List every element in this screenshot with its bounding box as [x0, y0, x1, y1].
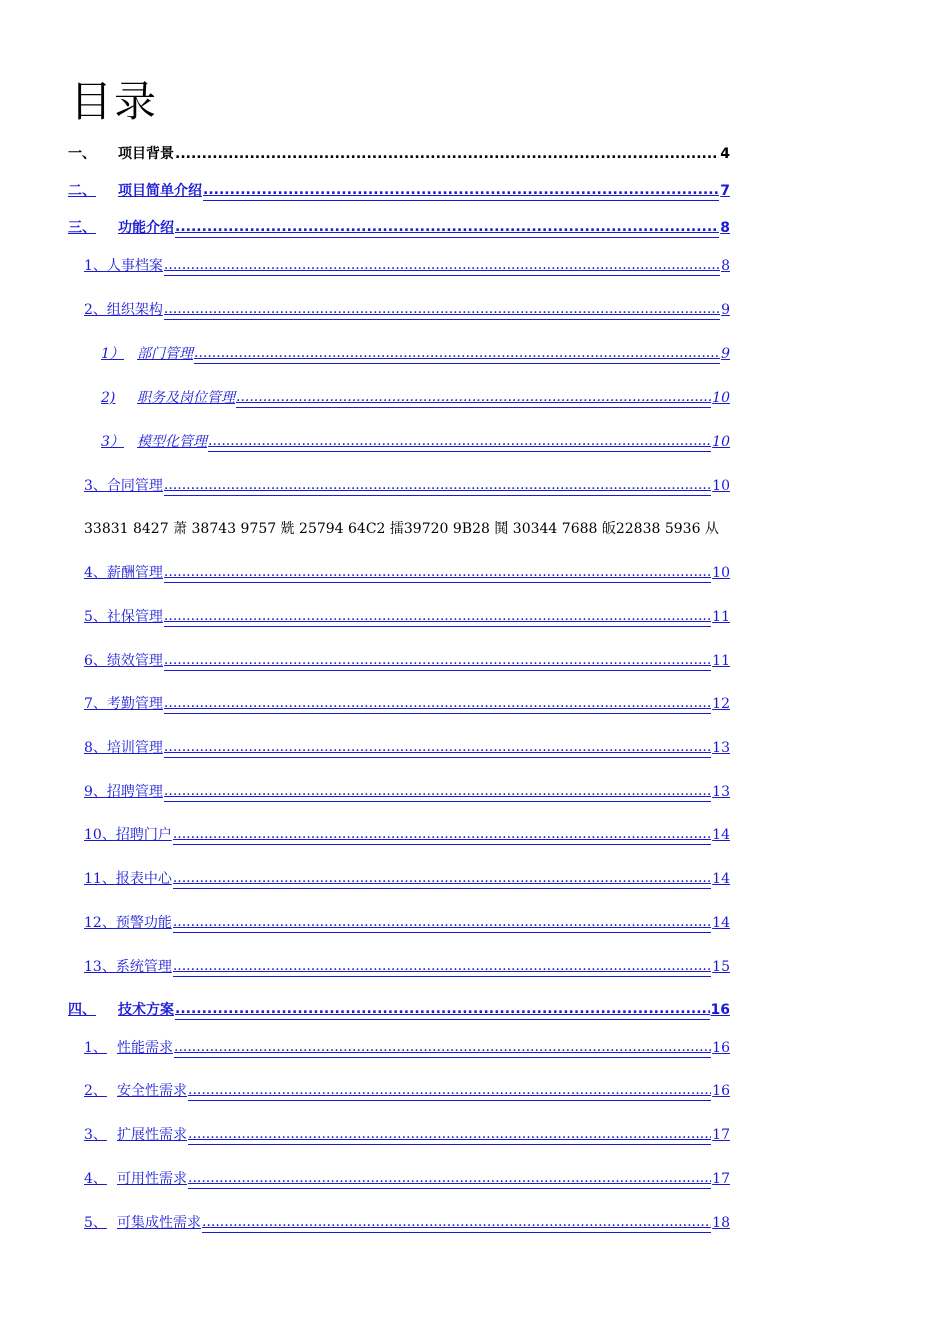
- toc-label: 人事档案: [106, 258, 163, 274]
- toc-number: 四、: [68, 1002, 96, 1018]
- toc-leader-dots: [164, 299, 720, 320]
- toc-number: 13、: [84, 959, 116, 975]
- toc-leader-dots: [236, 387, 711, 408]
- toc-entry-usability-req[interactable]: [84, 1169, 730, 1189]
- toc-label: 预警功能: [115, 915, 172, 931]
- toc-entry-integration-req[interactable]: [84, 1213, 730, 1233]
- toc-page-number: 16: [710, 1002, 730, 1018]
- toc-page-number: 7: [720, 183, 730, 199]
- toc-page-number: 13: [712, 740, 730, 756]
- toc-page-number: 14: [712, 827, 730, 843]
- toc-page-number: 12: [712, 696, 730, 712]
- toc-entry-function-intro[interactable]: [68, 218, 730, 238]
- garbled-text-line: 33831 8427 萧 38743 9757 兟 25794 64C2 擂39720 9B28 鬨 30344 7688 皈22838 5936 从: [84, 521, 719, 537]
- toc-number: 一、: [68, 146, 96, 162]
- toc-number: 11、: [84, 871, 116, 887]
- toc-label: 招聘管理: [106, 784, 163, 800]
- toc-leader-dots: [173, 824, 711, 845]
- toc-number: 12、: [84, 915, 116, 931]
- toc-page-number: 11: [712, 609, 730, 625]
- toc-entry-contract-management[interactable]: [84, 476, 730, 496]
- toc-page-number: 17: [712, 1127, 730, 1143]
- toc-entry-system-management[interactable]: [84, 957, 730, 977]
- toc-page-number: 10: [712, 390, 730, 406]
- toc-page-number: 10: [712, 434, 730, 450]
- toc-leader-dots: [188, 1124, 711, 1145]
- toc-page-number: 16: [712, 1040, 730, 1056]
- toc-number: 5、: [84, 609, 107, 625]
- toc-label: 性能需求: [117, 1040, 173, 1056]
- toc-number: 1）: [101, 346, 124, 362]
- toc-page-number: 16: [712, 1083, 730, 1099]
- toc-number: 7、: [84, 696, 107, 712]
- toc-label: 可用性需求: [117, 1171, 187, 1187]
- toc-leader-dots: [208, 431, 711, 452]
- toc-page-number: 10: [712, 478, 730, 494]
- toc-number: 4、: [84, 1171, 107, 1187]
- toc-page-number: 14: [712, 915, 730, 931]
- toc-leader-dots: [188, 1168, 711, 1189]
- toc-entry-salary-management[interactable]: [84, 563, 730, 583]
- toc-label: 系统管理: [115, 959, 172, 975]
- toc-label: 项目简单介绍: [118, 183, 202, 199]
- toc-page-number: 4: [720, 146, 730, 162]
- toc-page-number: 18: [712, 1215, 730, 1231]
- toc-leader-dots: [203, 180, 719, 201]
- toc-entry-org-structure[interactable]: [84, 300, 730, 320]
- toc-leader-dots: [188, 1080, 711, 1101]
- toc-leader-dots: [164, 693, 711, 714]
- toc-leader-dots: [164, 737, 711, 758]
- toc-entry-recruitment[interactable]: [84, 782, 730, 802]
- toc-page-number: 15: [712, 959, 730, 975]
- toc-label: 组织架构: [106, 302, 163, 318]
- toc-label: 社保管理: [106, 609, 163, 625]
- toc-number: 3）: [101, 434, 124, 450]
- toc-label: 考勤管理: [106, 696, 163, 712]
- toc-title: 目录: [70, 77, 159, 126]
- toc-number: 二、: [68, 183, 96, 199]
- toc-label: 职务及岗位管理: [137, 390, 235, 406]
- toc-page-number: 9: [721, 346, 730, 362]
- toc-page-number: 9: [721, 302, 730, 318]
- toc-page-number: 8: [721, 258, 730, 274]
- toc-number: 3、: [84, 1127, 107, 1143]
- toc-page-number: 17: [712, 1171, 730, 1187]
- toc-entry-tech-plan[interactable]: [68, 1000, 730, 1020]
- toc-number: 1、: [84, 1040, 107, 1056]
- toc-page-number: 10: [712, 565, 730, 581]
- toc-number: 3、: [84, 478, 107, 494]
- toc-entry-alerts[interactable]: [84, 913, 730, 933]
- toc-entry-model-management[interactable]: [101, 432, 730, 452]
- toc-number: 2、: [84, 1083, 107, 1099]
- toc-label: 技术方案: [118, 1002, 174, 1018]
- toc-entry-project-background[interactable]: [68, 144, 730, 164]
- toc-leader-dots: [164, 606, 711, 627]
- toc-label: 培训管理: [106, 740, 163, 756]
- toc-leader-dots: [173, 956, 711, 977]
- toc-label: 合同管理: [106, 478, 163, 494]
- toc-page-number: 11: [712, 653, 730, 669]
- toc-label: 模型化管理: [137, 434, 207, 450]
- toc-label: 部门管理: [137, 346, 193, 362]
- toc-leader-dots: [164, 475, 711, 496]
- toc-label: 绩效管理: [106, 653, 163, 669]
- toc-entry-position-management[interactable]: [101, 388, 730, 408]
- toc-number: 2、: [84, 302, 107, 318]
- toc-leader-dots: [164, 650, 711, 671]
- toc-entry-attendance[interactable]: [84, 694, 730, 714]
- toc-page-number: 14: [712, 871, 730, 887]
- toc-entry-social-security[interactable]: [84, 607, 730, 627]
- toc-page-number: 13: [712, 784, 730, 800]
- toc-label: 安全性需求: [117, 1083, 187, 1099]
- toc-number: 4、: [84, 565, 107, 581]
- toc-leader-dots: [175, 217, 719, 238]
- toc-leader-dots: [175, 999, 710, 1020]
- toc-leader-dots: [202, 1212, 711, 1233]
- toc-leader-dots: [175, 144, 719, 164]
- toc-number: 8、: [84, 740, 107, 756]
- toc-entry-dept-management[interactable]: [101, 344, 730, 364]
- toc-label: 薪酬管理: [106, 565, 163, 581]
- toc-entry-personnel-files[interactable]: [84, 256, 730, 276]
- toc-label: 报表中心: [115, 871, 172, 887]
- toc-number: 10、: [84, 827, 116, 843]
- toc-leader-dots: [173, 912, 711, 933]
- toc-entry-recruitment-portal[interactable]: [84, 825, 730, 845]
- toc-entry-performance[interactable]: [84, 651, 730, 671]
- toc-entry-training[interactable]: [84, 738, 730, 758]
- toc-number: 5、: [84, 1215, 107, 1231]
- toc-number: 6、: [84, 653, 107, 669]
- toc-label: 功能介绍: [118, 220, 174, 236]
- toc-leader-dots: [164, 562, 711, 583]
- toc-number: 2): [101, 390, 116, 406]
- toc-entry-scalability-req[interactable]: [84, 1125, 730, 1145]
- toc-leader-dots: [164, 255, 720, 276]
- toc-entry-project-intro[interactable]: [68, 181, 730, 201]
- toc-leader-dots: [173, 868, 711, 889]
- toc-entry-security-req[interactable]: [84, 1081, 730, 1101]
- toc-number: 1、: [84, 258, 107, 274]
- toc-label: 扩展性需求: [117, 1127, 187, 1143]
- toc-number: 三、: [68, 220, 96, 236]
- toc-leader-dots: [194, 343, 720, 364]
- toc-label: 招聘门户: [115, 827, 172, 843]
- toc-entry-report-center[interactable]: [84, 869, 730, 889]
- toc-label: 可集成性需求: [117, 1215, 201, 1231]
- toc-number: 9、: [84, 784, 107, 800]
- toc-leader-dots: [164, 781, 711, 802]
- toc-entry-performance-req[interactable]: [84, 1038, 730, 1058]
- toc-label: 项目背景: [118, 146, 174, 162]
- toc-leader-dots: [174, 1037, 711, 1058]
- toc-page-number: 8: [720, 220, 730, 236]
